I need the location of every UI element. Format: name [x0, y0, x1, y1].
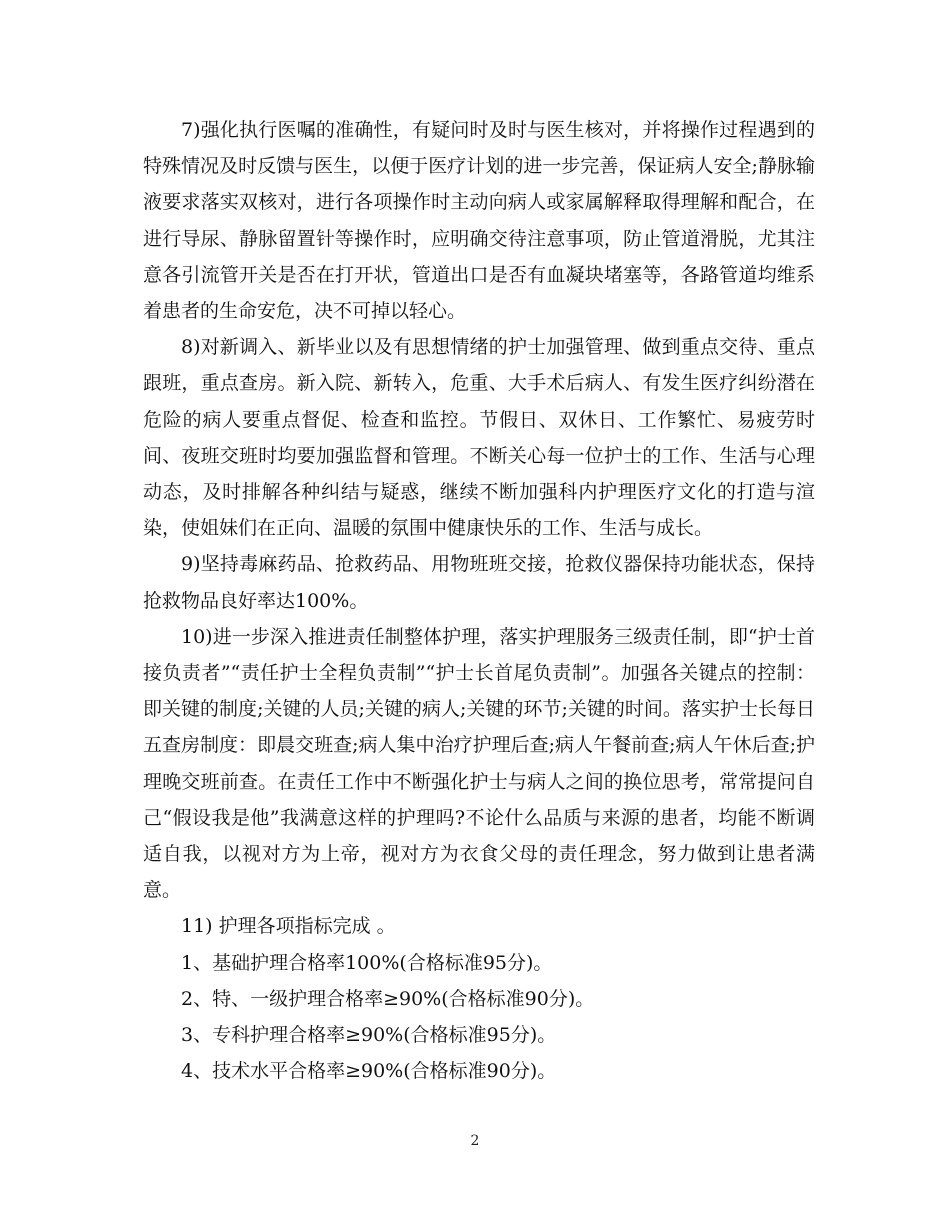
paragraph-item-8: 8)对新调入、新毕业以及有思想情绪的护士加强管理、做到重点交待、重点跟班，重点查房。新入院、新转入，危重、大手术后病人、有发生医疗纠纷潜在危险的病人要重点督促、检查和监控。节假日、双休日、工作繁忙、易疲劳时间、夜班交班时均要加强监督和管理。不断关心每一位护士的工作、生活与心理动态，及时排解各种纠结与疑惑，继续不断加强科内护理医疗文化的打造与渲染，使姐妹们在正向、温暖的氛围中健康快乐的工作、生活与成长。 — [143, 336, 815, 540]
indicator-item-2: 2、特、一级护理合格率≥90%(合格标准90分)。 — [181, 987, 595, 1010]
paragraph-item-7: 7)强化执行医嘱的准确性，有疑问时及时与医生核对，并将操作过程遇到的特殊情况及时反馈与医生，以便于医疗计划的进一步完善，保证病人安全;静脉输液要求落实双核对，进行各项操作时主动向病人或家属解释取得理解和配合，在进行导尿、静脉留置针等操作时，应明确交待注意事项，防止管道滑脱，尤其注意各引流管开关是否在打开状，管道出口是否有血凝块堵塞等，各路管道均维系着患者的生命安危，决不可掉以轻心。 — [143, 119, 815, 323]
indicator-item-3: 3、专科护理合格率≥90%(合格标准95分)。 — [181, 1024, 557, 1047]
paragraph-item-11: 11) 护理各项指标完成 。 — [181, 915, 396, 938]
indicator-item-1: 1、基础护理合格率100%(合格标准95分)。 — [181, 951, 553, 974]
indicator-item-4: 4、技术水平合格率≥90%(合格标准90分)。 — [181, 1060, 557, 1083]
paragraph-item-9: 9)坚持毒麻药品、抢救药品、用物班班交接，抢救仪器保持功能状态，保持抢救物品良好率达100%。 — [143, 553, 815, 612]
paragraph-item-10: 10)进一步深入推进责任制整体护理，落实护理服务三级责任制，即“护士首接负责者”“责任护士全程负责制”“护士长首尾负责制”。加强各关键点的控制：即关键的制度;关键的人员;关键的病人;关键的环节;关键的时间。落实护士长每日五查房制度：即晨交班查;病人集中治疗护理后查;病人午餐前查;病人午休后查;护理晚交班前查。在责任工作中不断强化护士与病人之间的换位思考，常常提问自己“假设我是他”我满意这样的护理吗?不论什么品质与来源的患者，均能不断调适自我，以视对方为上帝，视对方为衣食父母的责任理念，努力做到让患者满意。 — [143, 625, 815, 902]
page-number: 2 — [470, 1133, 480, 1149]
document-body — [143, 112, 815, 1089]
